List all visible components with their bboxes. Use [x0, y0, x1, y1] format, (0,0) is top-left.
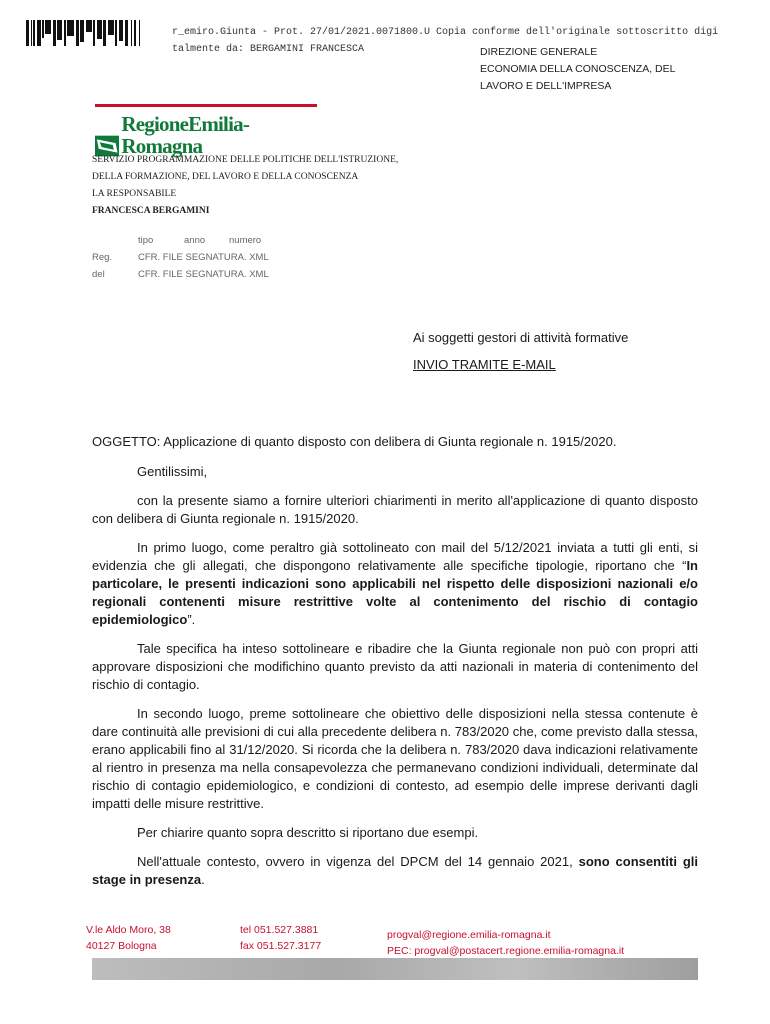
regione-logo: [95, 104, 317, 157]
footer-phone-line: tel 051.527.3881: [240, 924, 319, 936]
barcode: [26, 20, 162, 46]
registration-header: tipo: [138, 235, 154, 246]
logo-text: RegioneEmilia-Romagna: [121, 112, 250, 158]
footer-email: [387, 927, 624, 959]
recipient-line: Ai soggetti gestori di attività formative: [413, 330, 629, 345]
recipient-block: [413, 328, 628, 375]
paragraph-text: In primo luogo, come peraltro già sottolineato con mail del 5/12/2021 inviata a tutti gli enti, si evidenzia che gli allegati, che dispongono relativamente alle specifiche tipologie, riportano che “: [92, 540, 698, 573]
footer-grey-bar: [92, 958, 698, 980]
registration-header: anno: [184, 235, 206, 246]
paragraph-text: ”.: [187, 612, 196, 627]
paragraph: [92, 539, 698, 629]
paragraph-bold-text: In particolare, le presenti indicazioni sono applicabili nel rispetto delle disposizioni nazionali e/o regionali contenenti misure restrittive volte al contenimento del rischio di contagio epidemiologico: [92, 558, 698, 627]
subject-line: OGGETTO: Applicazione di quanto disposto con delibera di Giunta regionale n. 1915/2020.: [92, 434, 617, 449]
paragraph: [92, 853, 698, 889]
paragraph: con la presente siamo a fornire ulteriori chiarimenti in merito all'applicazione di quanto disposto con delibera di Giunta regionale n. 1915/2020.: [92, 493, 698, 526]
letter-body: [92, 433, 698, 900]
registration-value: CFR. FILE SEGNATURA. XML: [138, 269, 269, 280]
footer-pec-link[interactable]: PEC: progval@postacert.regione.emilia-romagna.it: [387, 945, 625, 957]
paragraph-bold-text: sono consentiti gli stage in presenza: [92, 854, 698, 887]
service-line: LA RESPONSABILE: [92, 189, 177, 199]
greeting: Gentilissimi,: [137, 464, 208, 479]
paragraph: Tale specifica ha inteso sottolineare e ribadire che la Giunta regionale non può con propri atti approvare disposizioni che modifichino quanto previsto da atti nazionali in materia di contenimento del rischio di contagio.: [92, 641, 698, 692]
footer-address-line: 40127 Bologna: [86, 940, 157, 952]
registration-row: [92, 266, 269, 283]
registration-header-row: [92, 232, 269, 249]
responsabile-name: FRANCESCA BERGAMINI: [92, 206, 210, 216]
logo-red-bar: [95, 104, 317, 107]
direzione-line: LAVORO E DELL'IMPRESA: [480, 80, 612, 92]
footer-email-link[interactable]: progval@regione.emilia-romagna.it: [387, 929, 551, 941]
direzione-block: [480, 44, 675, 95]
paragraph: Per chiarire quanto sopra descritto si riportano due esempi.: [137, 825, 479, 840]
protocol-line-1: r_emiro.Giunta - Prot. 27/01/2021.0071800.U Copia conforme dell'originale sottoscritto digi: [172, 27, 719, 38]
service-line: SERVIZIO PROGRAMMAZIONE DELLE POLITICHE DELL'ISTRUZIONE,: [92, 155, 399, 165]
registration-row: [92, 249, 269, 266]
registration-label: Reg.: [92, 252, 113, 263]
service-block: [92, 152, 398, 220]
registration-label: del: [92, 269, 105, 280]
footer-phone-line: fax 051.527.3177: [240, 940, 322, 952]
direzione-line: DIREZIONE GENERALE: [480, 46, 598, 58]
footer-address-line: V.le Aldo Moro, 38: [86, 924, 171, 936]
paragraph: In secondo luogo, preme sottolineare che obiettivo delle disposizioni nella stessa contenute è dare continuità alle previsioni di cui alla precedente delibera n. 783/2020 che, come previsto dalla stessa, erano applicabili fino al 31/12/2020. Si ricorda che la delibera n. 783/2020 dava indicazioni relativamente al rientro in presenza ma nella consapevolezza che permanevano condizioni individuali, determinate dal rischio di contagio epidemiologico, e condizioni di contesto, ad esempio delle imprese derivanti dagli impatti delle misure restrittive.: [92, 706, 698, 811]
footer-phone: [240, 922, 321, 954]
paragraph-text: .: [201, 872, 205, 887]
direzione-line: ECONOMIA DELLA CONOSCENZA, DEL: [480, 63, 676, 75]
protocol-line-2: talmente da: BERGAMINI FRANCESCA: [172, 44, 365, 55]
service-line: DELLA FORMAZIONE, DEL LAVORO E DELLA CONOSCENZA: [92, 172, 359, 182]
footer-address: [86, 922, 171, 954]
registration-value: CFR. FILE SEGNATURA. XML: [138, 252, 269, 263]
paragraph-text: Nell'attuale contesto, ovvero in vigenza del DPCM del 14 gennaio 2021,: [137, 854, 579, 869]
registration-header: numero: [229, 235, 262, 246]
registration-table: [92, 232, 269, 283]
recipient-delivery: INVIO TRAMITE E-MAIL: [413, 357, 556, 372]
